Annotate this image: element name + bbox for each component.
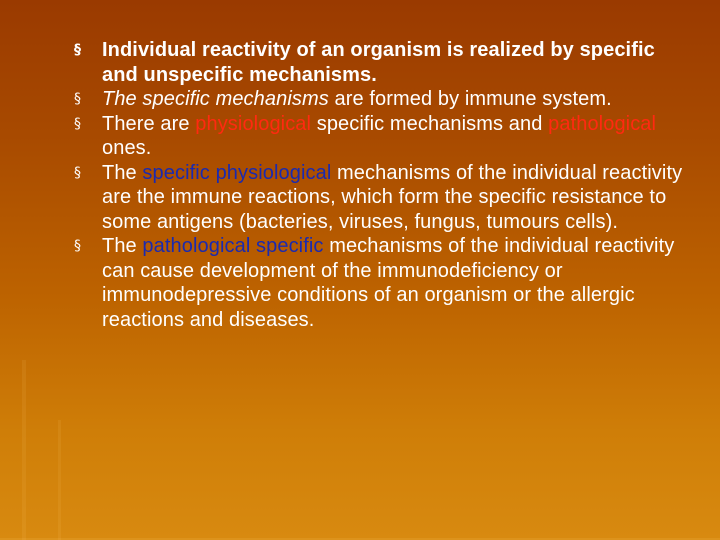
bullet-text: mechanisms of the individual reactivity can cause development of the immunodeficiency or immunodepressive conditions of an organism or the allergic reactions and diseases. (102, 235, 675, 331)
emphasis-text: The specific mechanisms (102, 88, 329, 110)
highlight-physiological: physiological (195, 112, 312, 135)
bullet-marker-icon: § (74, 238, 82, 254)
bullet-text: ones. (102, 137, 152, 159)
bullet-marker-icon: § (74, 42, 82, 58)
highlight-specific-physiological: specific physiological (142, 161, 332, 184)
bullet-text: specific mechanisms and (311, 112, 549, 135)
decorative-stripe (58, 420, 61, 540)
bullet-marker-icon: § (74, 115, 82, 132)
bullet-marker-icon: § (74, 164, 82, 181)
bullet-text: Individual reactivity of an organism is realized by specific and unspecific mechanisms. (102, 39, 655, 86)
bullet-item-2 (74, 87, 694, 112)
bullet-text: The (102, 235, 143, 257)
bullet-text: The (102, 161, 143, 184)
highlight-pathological: pathological (548, 112, 657, 135)
bullet-text: are formed by immune system. (328, 88, 612, 110)
highlight-pathological-specific: pathological specific (142, 235, 324, 257)
bullet-item-5 (74, 234, 694, 332)
bullet-text: mechanisms of the individual reactivity are the immune reactions, which form the specific resistance to some antigens (bacteries, viruses, fungus, tumours cells). (102, 161, 683, 233)
bullet-marker-icon: § (74, 91, 82, 107)
bullet-text: There are (102, 112, 196, 135)
decorative-stripe (22, 360, 26, 540)
bullet-item-1 (74, 38, 694, 87)
bullet-item-4 (74, 161, 694, 235)
bullet-list (74, 38, 694, 332)
bullet-item-3 (74, 112, 694, 161)
